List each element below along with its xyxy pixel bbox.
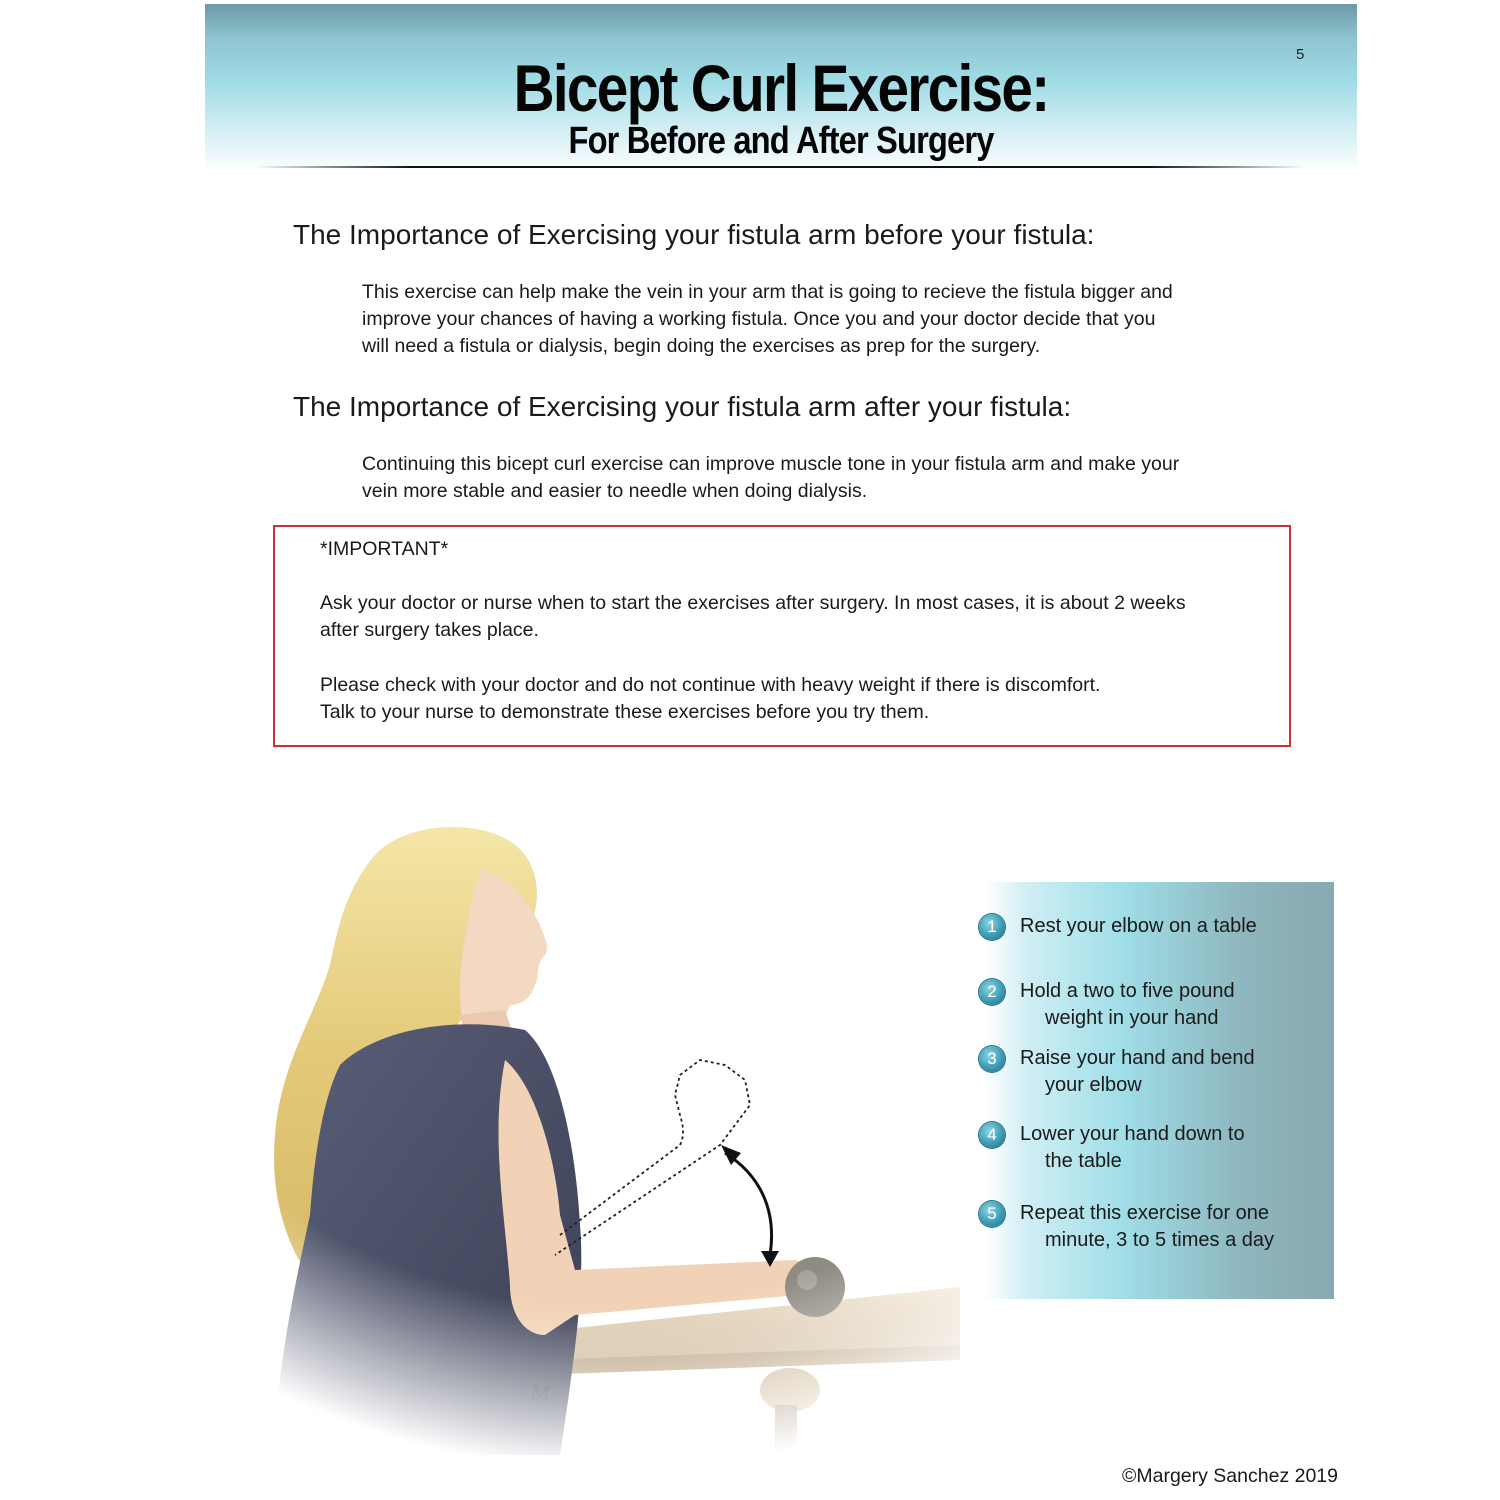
section-body-after: [362, 451, 1282, 505]
bicep-curl-illustration: [255, 815, 975, 1470]
page-number: 5: [1296, 46, 1305, 63]
body-line: vein more stable and easier to needle when doing dialysis.: [362, 480, 868, 502]
important-label: *IMPORTANT*: [320, 538, 449, 560]
step-text-continued: your elbow: [1045, 1074, 1142, 1096]
header-divider: [255, 166, 1305, 168]
step-number-badge: 1: [979, 914, 1005, 940]
section-heading-after: The Importance of Exercising your fistula arm after your fistula:: [293, 391, 1072, 422]
body-line: This exercise can help make the vein in your arm that is going to recieve the fistula bigger and: [362, 281, 1173, 303]
step-text: Hold a two to five pound: [1020, 980, 1235, 1002]
body-line: Continuing this bicept curl exercise can improve muscle tone in your fistula arm and make your: [362, 453, 1180, 475]
step-text: Repeat this exercise for one: [1020, 1202, 1270, 1224]
step-text: Raise your hand and bend: [1020, 1047, 1255, 1069]
important-line: Please check with your doctor and do not continue with heavy weight if there is discomfort.: [320, 674, 1101, 696]
step-number-badge: 3: [979, 1046, 1005, 1072]
page-title: Bicept Curl Exercise:: [513, 51, 1049, 125]
body-line: improve your chances of having a working fistula. Once you and your doctor decide that you: [362, 308, 1156, 330]
page-subtitle: For Before and After Surgery: [568, 120, 994, 162]
step-text: Lower your hand down to: [1020, 1123, 1245, 1145]
important-line: Ask your doctor or nurse when to start the exercises after surgery. In most cases, it is about 2 weeks: [320, 592, 1186, 614]
body-line: will need a fistula or dialysis, begin doing the exercises as prep for the surgery.: [362, 335, 1041, 357]
section-heading-before: The Importance of Exercising your fistula arm before your fistula:: [293, 219, 1095, 250]
copyright-notice: ©Margery Sanchez 2019: [1122, 1465, 1338, 1487]
important-line: after surgery takes place.: [320, 619, 539, 641]
step-number-badge: 5: [979, 1201, 1005, 1227]
step-text-continued: weight in your hand: [1045, 1007, 1219, 1029]
step-text-continued: minute, 3 to 5 times a day: [1045, 1229, 1275, 1251]
important-line: Talk to your nurse to demonstrate these exercises before you try them.: [320, 701, 930, 723]
step-text: Rest your elbow on a table: [1020, 915, 1257, 937]
step-number-badge: 4: [979, 1122, 1005, 1148]
section-body-before: [362, 279, 1282, 360]
step-number-badge: 2: [979, 979, 1005, 1005]
step-text-continued: the table: [1045, 1150, 1122, 1172]
